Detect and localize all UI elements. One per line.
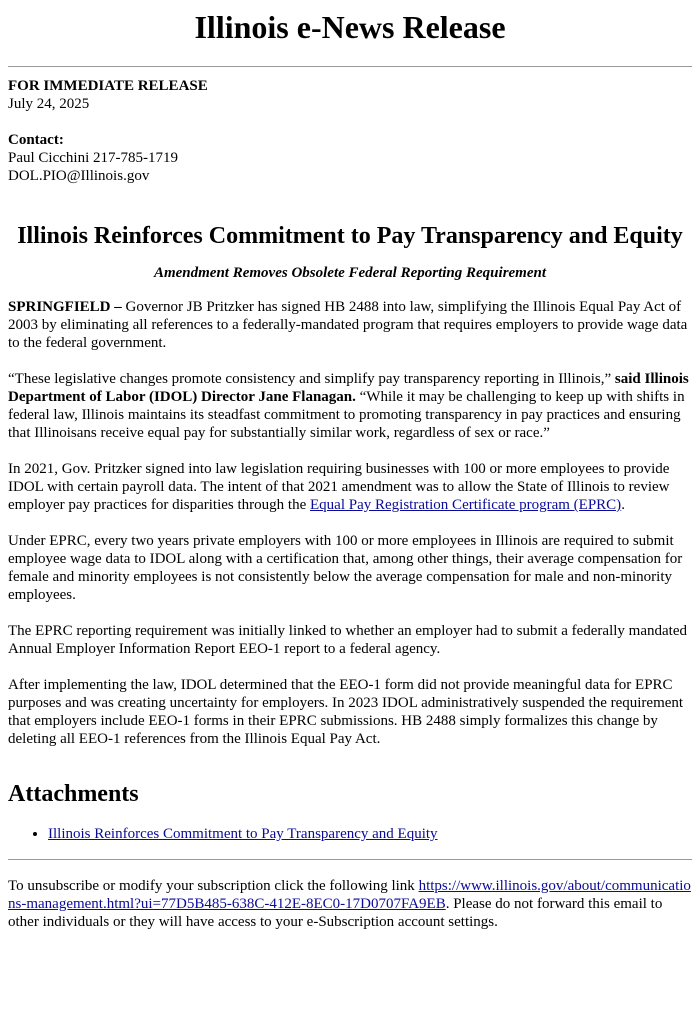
header-divider [8,66,692,67]
footer-divider [8,859,692,860]
contact-name-phone: Paul Cicchini 217-785-1719 [8,150,178,166]
contact-label: Contact: [8,132,64,148]
quote-attribution: said Illinois Department of Labor (IDOL) Director Jane Flanagan. [8,371,689,405]
dateline: SPRINGFIELD – [8,299,122,315]
list-item [48,825,692,843]
article-headline: Illinois Reinforces Commitment to Pay Transparency and Equity [17,223,683,249]
article-body [8,298,692,748]
paragraph-6: After implementing the law, IDOL determined that the EEO-1 form did not provide meaningful data for EPRC purposes and was creating uncertainty for employers. In 2023 IDOL administratively suspended the requirement that employers include EEO-1 forms in their EPRC submissions. HB 2488 simply formalizes this change by deleting all EEO-1 references from the Illinois Equal Pay Act. [8,677,684,747]
contact-email: DOL.PIO@Illinois.gov [8,168,150,184]
article-subhead: Amendment Removes Obsolete Federal Reporting Requirement [153,265,547,281]
paragraph-2: “These legislative changes promote consistency and simplify pay transparency reporting in Illinois,” said Illinois Department of Labor (IDOL) Director Jane Flanagan. “While it may be challenging to keep up with shifts in federal law, Illinois maintains its steadfast commitment to promoting transparency in pay practices and ensuring that Illinoisans receive equal pay for substantially similar work, regardless of sex or race.” [8,371,689,441]
attachment-link[interactable]: Illinois Reinforces Commitment to Pay Transparency and Equity [48,826,438,842]
attachments-list [8,825,692,843]
eprc-link[interactable]: Equal Pay Registration Certificate program (EPRC) [310,497,622,513]
paragraph-3: In 2021, Gov. Pritzker signed into law legislation requiring businesses with 100 or more employees to provide IDOL with certain payroll data. The intent of that 2021 amendment was to allow the State of Illinois to review employer pay practices for disparities through the Equal Pay Registration Certificate program (EPRC). [8,461,670,513]
release-meta [8,77,692,185]
paragraph-5: The EPRC reporting requirement was initially linked to whether an employer had to submit a federally mandated Annual Employer Information Report EEO-1 report to a federal agency. [8,623,687,657]
footer [8,877,692,931]
masthead-title: Illinois e-News Release [194,9,506,45]
release-label: FOR IMMEDIATE RELEASE [8,78,208,94]
release-date: July 24, 2025 [8,96,90,112]
footer-text: To unsubscribe or modify your subscription click the following link https://www.illinois.gov/about/communications-management.html?ui=77D5B485-638C-412E-8EC0-17D0707FA9EB. Please do not forward this email to other individuals or they will have access to your e-Subscription account settings. [8,878,691,930]
paragraph-1: SPRINGFIELD – Governor JB Pritzker has signed HB 2488 into law, simplifying the Illinois Equal Pay Act of 2003 by eliminating all references to a federally-mandated program that requires employers to provide wage data to the federal government. [8,299,688,351]
paragraph-4: Under EPRC, every two years private employers with 100 or more employees in Illinois are required to submit employee wage data to IDOL along with a certification that, among other things, their average compensation for female and minority employees is not consistently below the average compensation for male and non-minority employees. [8,533,683,603]
unsubscribe-link[interactable]: https://www.illinois.gov/about/communications-management.html?ui=77D5B485-638C-412E-8EC0-17D0707FA9EB [8,878,691,912]
attachments-title: Attachments [8,781,139,807]
